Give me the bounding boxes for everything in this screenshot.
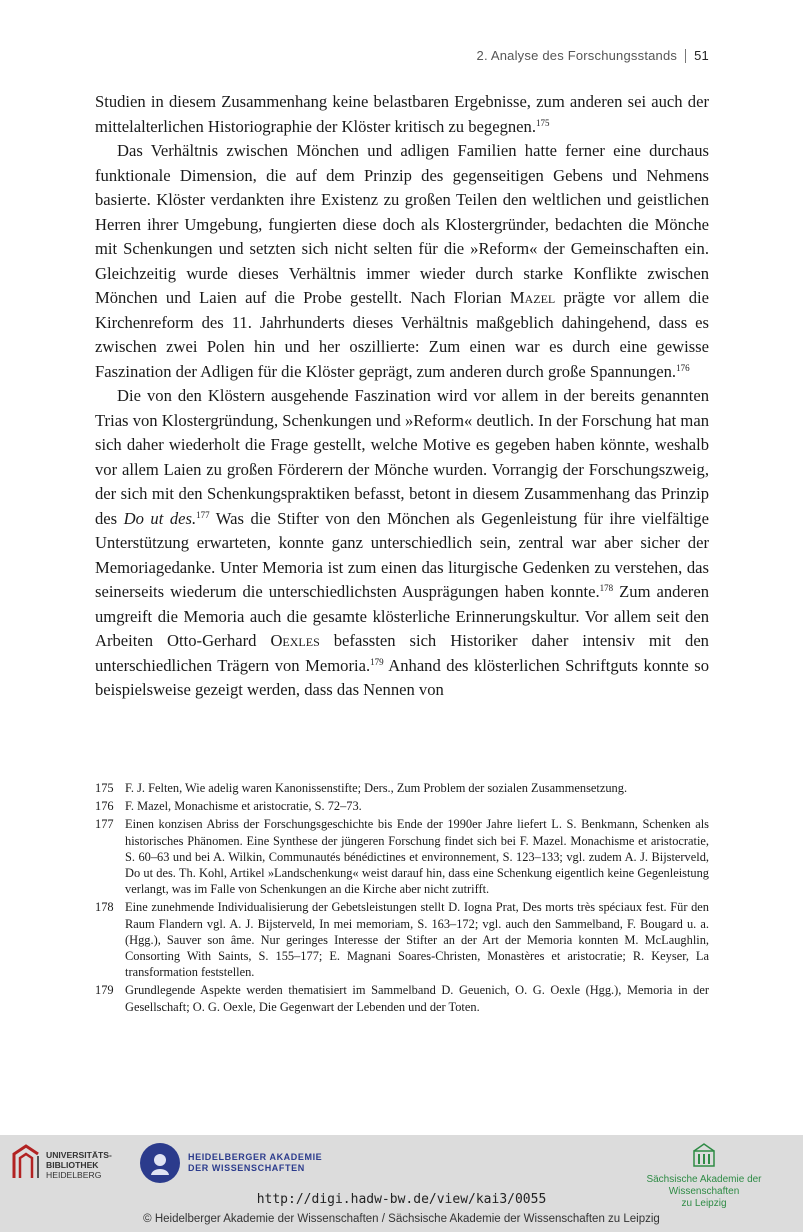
ub-heidelberg-logo[interactable]: UNIVERSITÄTS- BIBLIOTHEK HEIDELBERG: [10, 1144, 112, 1180]
section-title: 2. Analyse des Forschungsstands: [476, 48, 678, 63]
footnote-number: 176: [95, 799, 114, 814]
footnote-179: [95, 982, 709, 1014]
ub-emblem-icon: [10, 1144, 42, 1180]
saw-leipzig-logo[interactable]: Sächsische Akademie der Wissenschaften zu Leipzig: [619, 1143, 789, 1210]
hadw-seal-icon: [140, 1143, 180, 1183]
footnote-text: F. Mazel, Monachisme et aristocratie, S. 72–73.: [125, 799, 362, 814]
footnote-text: Grundlegende Aspekte werden thematisiert im Sammelband D. Geuenich, O. G. Oexle (Hgg.), Memoria in der Gesellschaft; O. G. Oexle, Die Gegenwart der Lebenden und der Toten.: [125, 983, 709, 1014]
latin-phrase: Do ut des.: [123, 508, 197, 528]
copyright-notice: © Heidelberger Akademie der Wissenschaften / Sächsische Akademie der Wissenschaften zu Leipzig: [143, 1213, 660, 1225]
footnote-text: F. J. Felten, Wie adelig waren Kanonissenstifte; Ders., Zum Problem der sozialen Zusammensetzung.: [125, 781, 628, 795]
body-text: [95, 90, 709, 703]
author-name-oexle: Oexles: [270, 631, 320, 650]
paragraph-3: Die von den Klöstern ausgehende Faszination wird vor allem in der bereits genannten Trias von Klostergründung, Schenkungen und »Reform« deutlich. In der Forschung hat man sich daher wiederholt die Frage gestellt, welche Motive es gegeben haben könnte, weshalb vor allem Laien zu großen Förderern der Mönche wurden. Vorrangig der Forschungszweig, der sich mit den Schenkungspraktiken befasst, betont in diesem Zusammenhang das Prinzip des Do ut des.$^{177}$ Was die Stifter von den Mönchen als Gegenleistung für ihre vielfältige Unterstützung erwarteten, konnte ganz unterschiedlich sein, zentral war aber sicher der Memoriagedanke. Unter Memoria ist zum einen das liturgische Gedenken zu verstehen, das seinerseits wiederum die unterschiedlichsten Ausprägungen haben konnte.$^{178}$ Zum anderen umgreift die Memoria auch die gesamte klösterliche Erinnerungskultur. Vor allem seit den Arbeiten Otto-Gerhard Oexles befassten sich Historiker daher intensiv mit den unterschiedlichen Trägern von Memoria.$^{179}$ Anhand des klösterlichen Schriftguts konnte so beispielsweise gezeigt werden, dass das Nennen von: [95, 386, 709, 699]
page-number: 51: [694, 48, 709, 63]
footnote-ref-175[interactable]: 175: [535, 117, 550, 128]
footnote-ref-177[interactable]: 177: [196, 509, 210, 520]
footnote-text: Einen konzisen Abriss der Forschungsgeschichte bis Ende der 1990er Jahre liefert L. S. Benkmann, Schenken als historisches Phänomen. Eine Synthese der jüngeren Forschung findet sich bei F. Mazel. Monachisme et aristocratie, S. 60–63 und bei A. Wilkin, Communautés bénédictines et environnement, S. 123–133; vgl. zudem A. J. Bijsterveld, Do ut des. Th. Kohl, Artikel »Landschenkung« weist darauf hin, dass eine Schenkung eigentlich keine Gegenleistung verlangt, was im Falle von Schenkungen an die Kirche aber nicht zutrifft.: [125, 817, 709, 897]
footnotes: [95, 780, 709, 1017]
footnote-number: 178: [95, 900, 114, 915]
footnote-number: 179: [95, 983, 114, 998]
footnote-ref-176[interactable]: 176: [676, 362, 690, 373]
digitization-footer: [0, 1135, 803, 1232]
author-name-mazel: Mazel: [509, 288, 556, 307]
footnote-number: 175: [95, 781, 114, 795]
footnote-text: Eine zunehmende Individualisierung der Gebetsleistungen stellt D. Iogna Prat, Des morts très spéciaux fest. Für den Raum Flandern vgl. A. J. Bijsterveld, In mei memoriam, S. 163–172; vgl. auch den Sammelband, F. Bougard u. a. (Hgg.), Sauver son âme. Nur geringes Interesse der Stifter an der Art der Memoria konnten M. McLaughlin, Consorting With Saints, S. 155–177; E. Magnani Soares-Christen, Monastères et aristocratie; R. Keyser, La transformation feststellen.: [125, 900, 709, 980]
footnote-number: 177: [95, 817, 114, 832]
footnote-ref-179[interactable]: 179: [370, 656, 384, 667]
paragraph-1: Studien in diesem Zusammenhang keine belastbaren Ergebnisse, zum anderen sei auch der mittelalterlichen Historiographie der Klöster kritisch zu begegnen.$^{175}$: [95, 92, 709, 136]
footnote-177: [95, 816, 709, 897]
header-divider: [685, 49, 686, 63]
saw-building-icon: [693, 1143, 715, 1167]
paragraph-2: Das Verhältnis zwischen Mönchen und adligen Familien hatte ferner eine durchaus funktionale Dimension, die auf dem Prinzip des gegenseitigen Gebens und Nehmens basierte. Klöster verdankten ihre Existenz zu großen Teilen den weltlichen und geistlichen Herren ihrer Umgebung, fungierten diese doch als Klostergründer, bedachten die Mönche mit Schenkungen und setzten sich nicht selten für die »Reform« der Gemeinschaften ein. Gleichzeitig wurde dieses Verhältnis immer wieder durch starke Konflikte zwischen Mönchen und Laien auf die Probe gestellt. Nach Florian Mazel prägte vor allem die Kirchenreform des 11. Jahrhunderts dieses Verhältnis maßgeblich dahingehend, dass es zwischen zwei Polen hin und her oszillierte: Zum einen war es durch eine gewisse Faszination der Adligen für die Klöster geprägt, zum anderen durch große Spannungen.$^{176}$: [95, 141, 709, 381]
hadw-logo[interactable]: HEIDELBERGER AKADEMIE DER WISSENSCHAFTEN: [140, 1143, 322, 1183]
footnote-175: [95, 780, 709, 796]
footnote-ref-178[interactable]: 178: [599, 583, 614, 593]
permalink-url[interactable]: http://digi.hadw-bw.de/view/kai3/0055: [256, 1192, 547, 1207]
footnote-178: [95, 899, 709, 980]
footnote-176: [95, 798, 709, 814]
running-header: [477, 48, 709, 63]
